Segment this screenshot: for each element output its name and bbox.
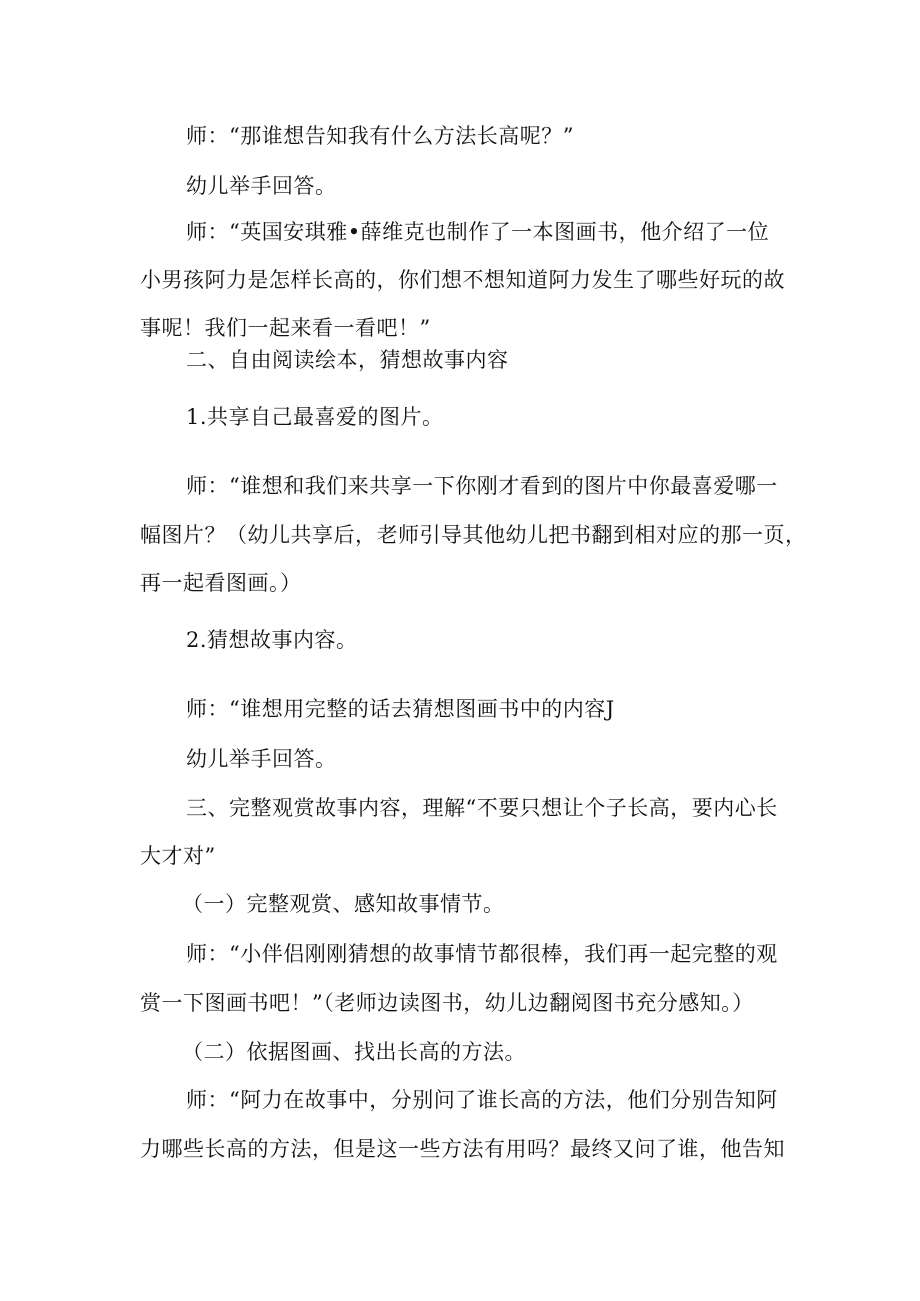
paragraph-line: 幼儿举手回答。 (186, 174, 337, 198)
subsection-heading: （二）依据图画、找出长高的方法。 (182, 1040, 526, 1064)
paragraph-line: 赏一下图画书吧！”（老师边读图书，幼儿边翻阅图书充分感知。） (140, 991, 754, 1015)
paragraph-line: 再一起看图画。） (140, 571, 302, 595)
section-heading-continued: 大才对” (140, 844, 216, 868)
dialogue-line: 师：“阿力在故事中，分别问了谁长高的方法，他们分别告知阿 (186, 1088, 778, 1112)
paragraph-line: 事呢！我们一起来看一看吧！” (140, 316, 431, 340)
subsection-heading: 2.猜想故事内容。 (186, 628, 358, 652)
subsection-heading: 1.共享自己最喜爱的图片。 (186, 405, 444, 429)
paragraph-line: 力哪些长高的方法，但是这一些方法有用吗？最终又问了谁，他告知 (140, 1137, 785, 1161)
subsection-heading: （一）完整观赏、感知故事情节。 (182, 892, 505, 916)
dialogue-line: 师：“小伴侣刚刚猜想的故事情节都很棒，我们再一起完整的观 (186, 942, 778, 966)
dialogue-line: 师：“谁想用完整的话去猜想图画书中的内容J (186, 697, 615, 721)
section-heading: 二、自由阅读绘本，猜想故事内容 (186, 348, 509, 372)
dialogue-line: 师：“那谁想告知我有什么方法长高呢？” (186, 124, 574, 148)
paragraph-line: 幼儿举手回答。 (186, 747, 337, 771)
dialogue-line: 师：“英国安琪雅•薛维克也制作了一本图画书，他介绍了一位 (186, 220, 770, 244)
paragraph-line: 小男孩阿力是怎样长高的，你们想不想知道阿力发生了哪些好玩的故 (140, 268, 785, 292)
section-heading: 三、完整观赏故事内容，理解“不要只想让个子长高，要内心长 (186, 796, 778, 820)
paragraph-line: 幅图片？（幼儿共享后，老师引导其他幼儿把书翻到相对应的那一页， (140, 523, 807, 547)
dialogue-line: 师：“谁想和我们来共享一下你刚才看到的图片中你最喜爱哪一 (186, 474, 778, 498)
